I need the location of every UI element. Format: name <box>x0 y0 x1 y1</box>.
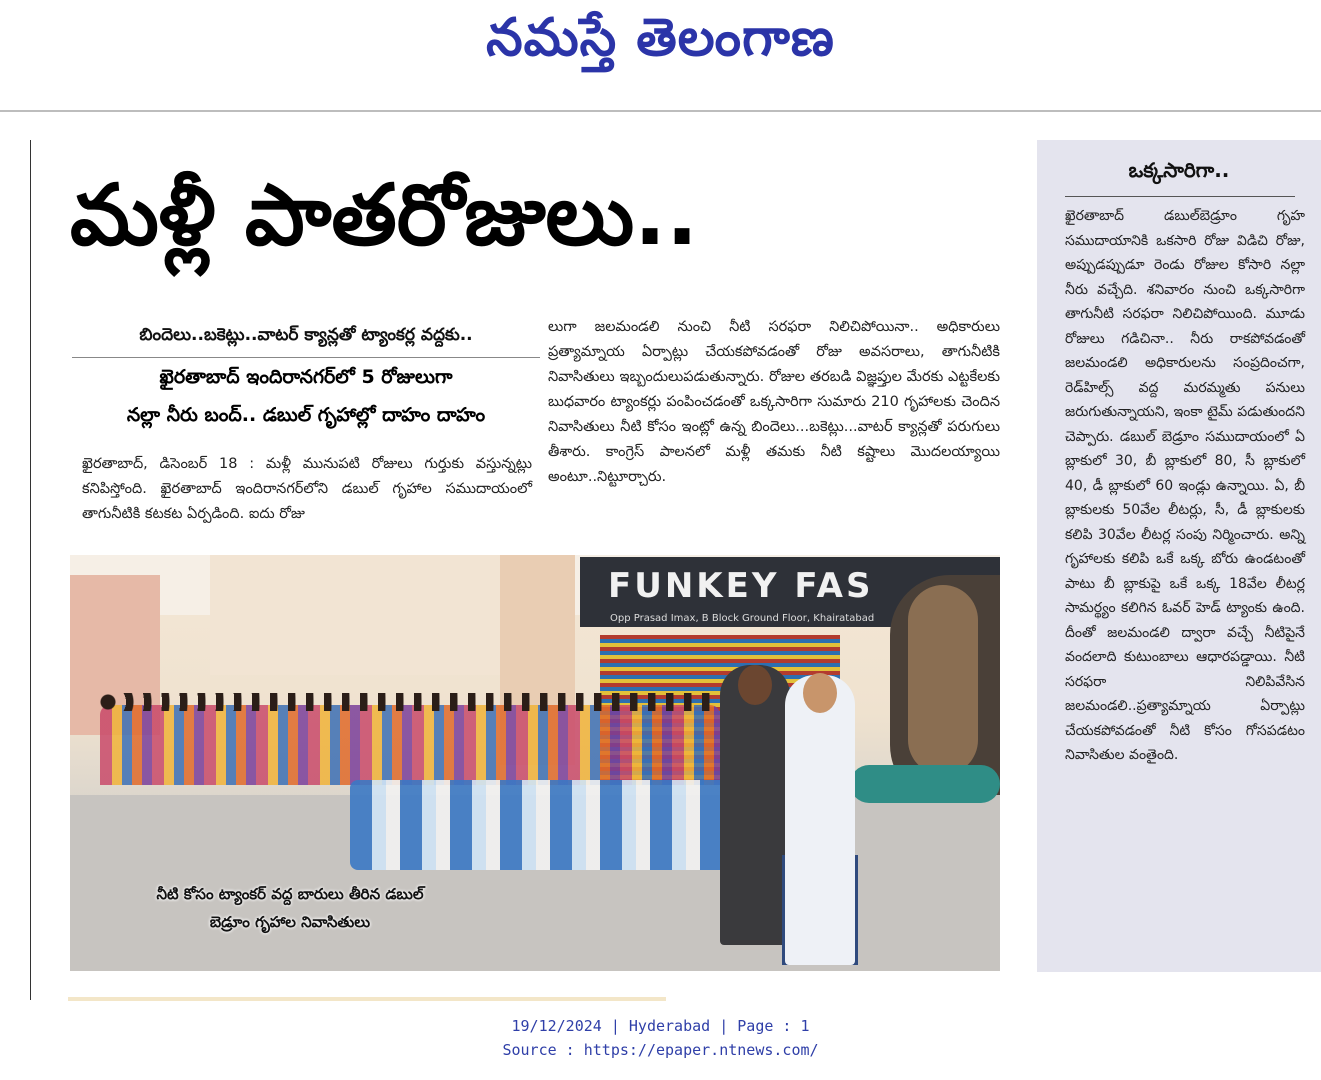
photo-person-face <box>738 665 772 705</box>
photo-shop-sign: FUNKEY FAS <box>580 557 1000 627</box>
sidebar-title: ఒక్కసారిగా.. <box>1128 158 1230 182</box>
photo-caption-line: నీటి కోసం ట్యాంకర్ వద్ద బారులు తీరిన డబుల్ <box>156 885 424 903</box>
photo-caption-line: బెడ్రూం గృహాల నివాసితులు <box>209 913 371 931</box>
subheading-3: నల్లా నీరు బంద్.. డబుల్ గృహాల్లో దాహం దాహం <box>126 404 486 426</box>
sidebar-box <box>1037 140 1321 972</box>
photo-person <box>785 675 855 965</box>
article-headline: మళ్లీ పాతరోజులు.. <box>70 166 698 264</box>
footer-source-line[interactable]: Source : https://epaper.ntnews.com/ <box>502 1041 819 1059</box>
photo-shop-address: Opp Prasad Imax, B Block Ground Floor, Khairatabad <box>610 613 875 624</box>
article-column-2: లుగా జలమండలి నుంచి నీటి సరఫరా నిలిచిపోయినా.. అధికారులు ప్రత్యామ్నాయ ఏర్పాట్లు చేయకపోవడంతో రోజు అవసరాలు, తాగునీటికి నివాసితులు ఇబ్బందులుపడుతున్నారు. రోజుల తరబడి విజ్ఞప్తుల మేరకు ఎట్టకేలకు బుధవారం ట్యాంకర్లు పంపించడంతో ఒక్కసారిగా సుమారు 210 గృహాలకు చెందిన నివాసితులు నీటి కోసం ఇంట్లో ఉన్న బిందెలు...బకెట్లు...వాటర్ క్యాన్లతో పరుగులు తీశారు. కాంగ్రెస్ పాలనలో మళ్లీ తమకు నీటి కష్టాలు మొదలయ్యాయి అంటూ..నిట్టూర్చారు. <box>548 319 1000 485</box>
photo-person <box>720 665 790 945</box>
photo-caption <box>70 880 510 936</box>
subheading-2: ఖైరతాబాద్ ఇందిరానగర్‌లో 5 రోజులుగా <box>159 366 453 388</box>
photo-tanker-end <box>908 585 978 775</box>
photo-crowd-heads <box>100 693 720 711</box>
column-rule <box>30 140 31 1000</box>
photo-person-face <box>803 673 837 713</box>
subheading-1: బిందెలు..బకెట్లు..వాటర్ క్యాన్లతో ట్యాంకర్ల వద్దకు.. <box>72 325 540 358</box>
bottom-divider <box>68 997 666 1001</box>
newspaper-logo: నమస్తే తెలంగాణ <box>486 8 835 68</box>
sidebar-divider <box>1065 196 1295 197</box>
sidebar-text: ఖైరతాబాద్ డబుల్‌బెడ్రూం గృహ సముదాయానికి ఒకసారి రోజు విడిచి రోజు, అప్పుడప్పుడూ రెండు రోజుల కోసారి నల్లా నీరు వచ్చేది. శనివారం నుంచి ఒక్కసారిగా తాగునీటి సరఫరా నిలిచిపోయింది. మూడు రోజులు గడిచినా.. నీరు రాకపోవడంతో జలమండలి అధికారులను సంప్రదించగా, రెడ్‌హిల్స్ వద్ద మరమ్మతు పనులు జరుగుతున్నాయని, ఇంకా టైమ్ పడుతుందని చెప్పారు. డబుల్ బెడ్రూం సముదాయంలో ఏ బ్లాకులో 30, బీ బ్లాకులో 80, సీ బ్లాకులో 40, డీ బ్లాకులో 60 ఇండ్లు ఉన్నాయి. ఏ, బీ బ్లాకులకు 50వేల లీటర్లు, సీ, డీ బ్లాకులకు కలిపి 30వేల లీటర్ల సంపు నిర్మించారు. అన్ని గృహాలకు కలిపి ఒకే ఒక్క బోరు ఉండటంతో పాటు బీ బ్లాకుపై ఒకే ఒక్క 18వేల లీటర్ల సామర్థ్యం కలిగిన ఓవర్ హెడ్ ట్యాంకు ఉంది. దీంతో జలమండలి ద్వారా వచ్చే నీటిపైనే వందలాది కుటుంబాలు ఆధారపడ్డాయి. నీటి సరఫరా నిలిపివేసిన జలమండలి..ప్రత్యామ్నాయ ఏర్పాట్లు చేయకపోవడంతో నీటి కోసం గోసపడటం నివాసితుల వంతైంది. <box>1065 208 1305 763</box>
photo-water-cans <box>350 780 770 870</box>
masthead <box>0 0 1321 112</box>
photo-crowd <box>100 705 720 785</box>
photo-hose <box>850 765 1000 803</box>
footer-date-line: 19/12/2024 | Hyderabad | Page : 1 <box>511 1017 810 1035</box>
article-column-1: ఖైరతాబాద్, డిసెంబర్ 18 : మళ్లీ మునుపటి రోజులు గుర్తుకు వస్తున్నట్లు కనిపిస్తోంది. ఖైరతాబాద్ ఇందిరానగర్‌లోని డబుల్ గృహాల సముదాయంలో తాగునీటికి కటకట ఏర్పడింది. ఐదు రోజు <box>82 456 532 522</box>
